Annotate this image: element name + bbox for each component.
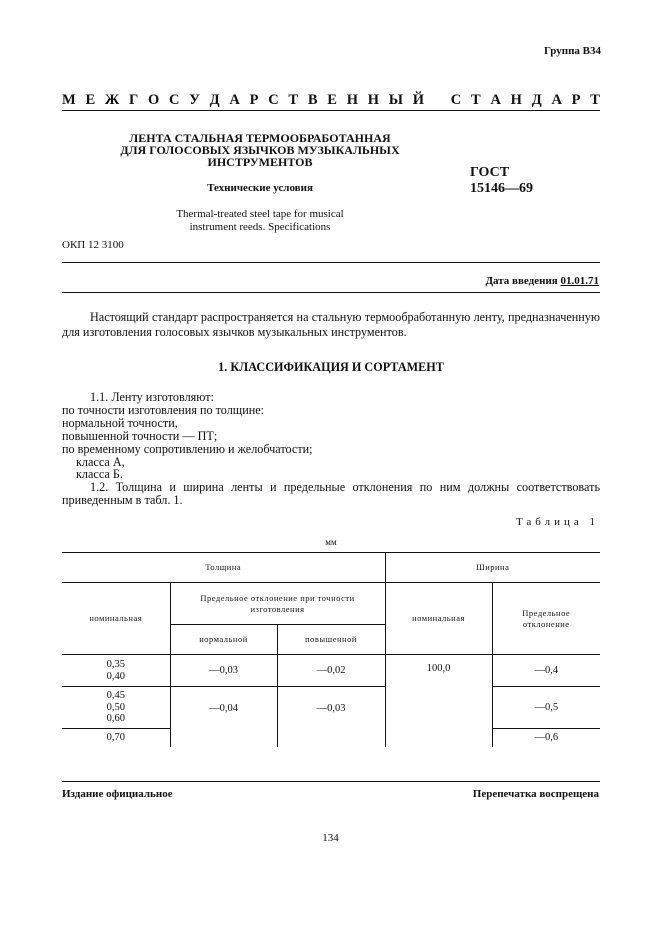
table-1 <box>62 552 600 747</box>
table-cell-thickness <box>62 687 170 729</box>
table-cell-increased: —0,02 <box>277 655 385 687</box>
item-1-1: 1.1. Ленту изготовляют: <box>90 390 214 404</box>
thickness-value: 0,50 <box>106 701 125 713</box>
banner-letter: Т <box>288 92 299 108</box>
english-title <box>130 208 390 234</box>
footer-rule <box>62 781 600 782</box>
page-number: 134 <box>322 832 339 844</box>
table-unit: мм <box>325 537 337 547</box>
banner-letter: Й <box>412 92 425 108</box>
banner-letter: Н <box>367 92 379 108</box>
thickness-value: 0,40 <box>106 670 125 682</box>
table-cell-width-nominal: 100,0 <box>385 655 492 747</box>
english-title-line: Thermal-treated steel tape for musical <box>176 208 344 220</box>
english-title-line: instrument reeds. Specifications <box>189 221 331 233</box>
okp-code: ОКП 12 3100 <box>62 239 124 251</box>
list-item: по точности изготовления по толщине: <box>62 402 265 417</box>
header-normal: нормальной <box>170 625 277 655</box>
table-caption: Таблица 1 <box>515 516 599 528</box>
banner-letter: Р <box>571 92 581 108</box>
banner-letter: Е <box>327 92 337 108</box>
table-cell-width-limit: —0,4 <box>492 655 600 687</box>
thickness-value: 0,45 <box>106 690 125 702</box>
list-item: нормальной точности, <box>62 415 178 430</box>
footer-reprint-prohibited: Перепечатка воспрещена <box>472 788 599 800</box>
table-cell-normal: —0,04 <box>170 687 277 747</box>
list-item: класса Б. <box>76 467 123 482</box>
document-title <box>100 132 420 168</box>
header-width-limit: Предельное отклонение <box>492 583 600 655</box>
gost-number: 15146—69 <box>470 181 533 196</box>
header-rule <box>62 110 600 111</box>
table-cell-thickness: 0,70 <box>62 729 170 747</box>
banner-letter: А <box>490 92 501 108</box>
introduction-date-label: Дата введения <box>485 275 558 287</box>
banner-letter: О <box>147 92 160 108</box>
banner-letter: Е <box>85 92 96 108</box>
banner-letter: Н <box>346 92 358 108</box>
header-thickness: Толщина <box>62 553 385 583</box>
section-heading: 1. КЛАССИФИКАЦИЯ И СОРТАМЕНТ <box>218 360 444 374</box>
list-item: по временному сопротивлению и желобчатости; <box>62 441 313 456</box>
intro-paragraph: Настоящий стандарт распространяется на стальную термообработанную ленту, предназначенную для изготовления голосовых язычков музыкальных инструментов. <box>62 310 600 339</box>
table-cell-thickness <box>62 655 170 687</box>
header-width: Ширина <box>385 553 600 583</box>
banner-letter: В <box>307 92 318 108</box>
list-item: класса А, <box>76 454 125 469</box>
banner-letter: С <box>450 92 462 108</box>
banner-letter: Д <box>209 92 220 108</box>
title-line: ДЛЯ ГОЛОСОВЫХ ЯЗЫЧКОВ МУЗЫКАЛЬНЫХ <box>120 143 400 157</box>
section1-body <box>62 391 600 507</box>
title-rule <box>62 262 600 263</box>
introduction-date-value: 01.01.71 <box>560 275 599 287</box>
banner-letter: Г <box>128 92 139 108</box>
banner-letter: Ж <box>104 92 120 108</box>
header-increased: повышенной <box>277 625 385 655</box>
banner-letter: Н <box>510 92 522 108</box>
standard-banner <box>62 92 600 109</box>
table-cell-width-limit: —0,5 <box>492 687 600 729</box>
banner-letter <box>434 92 441 109</box>
banner-letter: М <box>62 92 76 108</box>
header-nominal: номинальная <box>62 583 170 655</box>
footer-official-edition: Издание официальное <box>62 788 173 800</box>
banner-letter: У <box>189 92 200 108</box>
gost-designation <box>470 165 600 197</box>
list-item: повышенной точности — ПТ; <box>62 428 218 443</box>
header-width-nominal: номинальная <box>385 583 492 655</box>
banner-letter: Д <box>531 92 542 108</box>
date-rule <box>62 292 600 293</box>
introduction-date <box>485 275 599 287</box>
group-label: Группа В34 <box>543 45 601 57</box>
table-cell-normal: —0,03 <box>170 655 277 687</box>
banner-letter: Ы <box>388 92 403 108</box>
thickness-value: 0,35 <box>106 659 125 670</box>
banner-letter: С <box>268 92 279 108</box>
thickness-value: 0,60 <box>106 713 125 725</box>
title-line: ИНСТРУМЕНТОВ <box>207 155 313 169</box>
header-limit-by-accuracy: Предельное отклонение при точности изготовления <box>170 583 385 625</box>
table-cell-increased: —0,03 <box>277 687 385 747</box>
document-subtitle: Технические условия <box>207 182 313 194</box>
gost-label: ГОСТ <box>470 165 510 180</box>
banner-letter: Т <box>590 92 600 108</box>
title-line: ЛЕНТА СТАЛЬНАЯ ТЕРМООБРАБОТАННАЯ <box>129 131 391 145</box>
banner-letter: С <box>168 92 180 108</box>
banner-letter: Р <box>249 92 259 108</box>
item-1-2: 1.2. Толщина и ширина ленты и предельные отклонения по ним должны соответствовать приведенным в табл. 1. <box>62 480 600 508</box>
banner-letter: А <box>551 92 562 108</box>
banner-letter: Т <box>471 92 481 108</box>
table-cell-width-limit: —0,6 <box>534 732 559 743</box>
banner-letter: А <box>229 92 240 108</box>
